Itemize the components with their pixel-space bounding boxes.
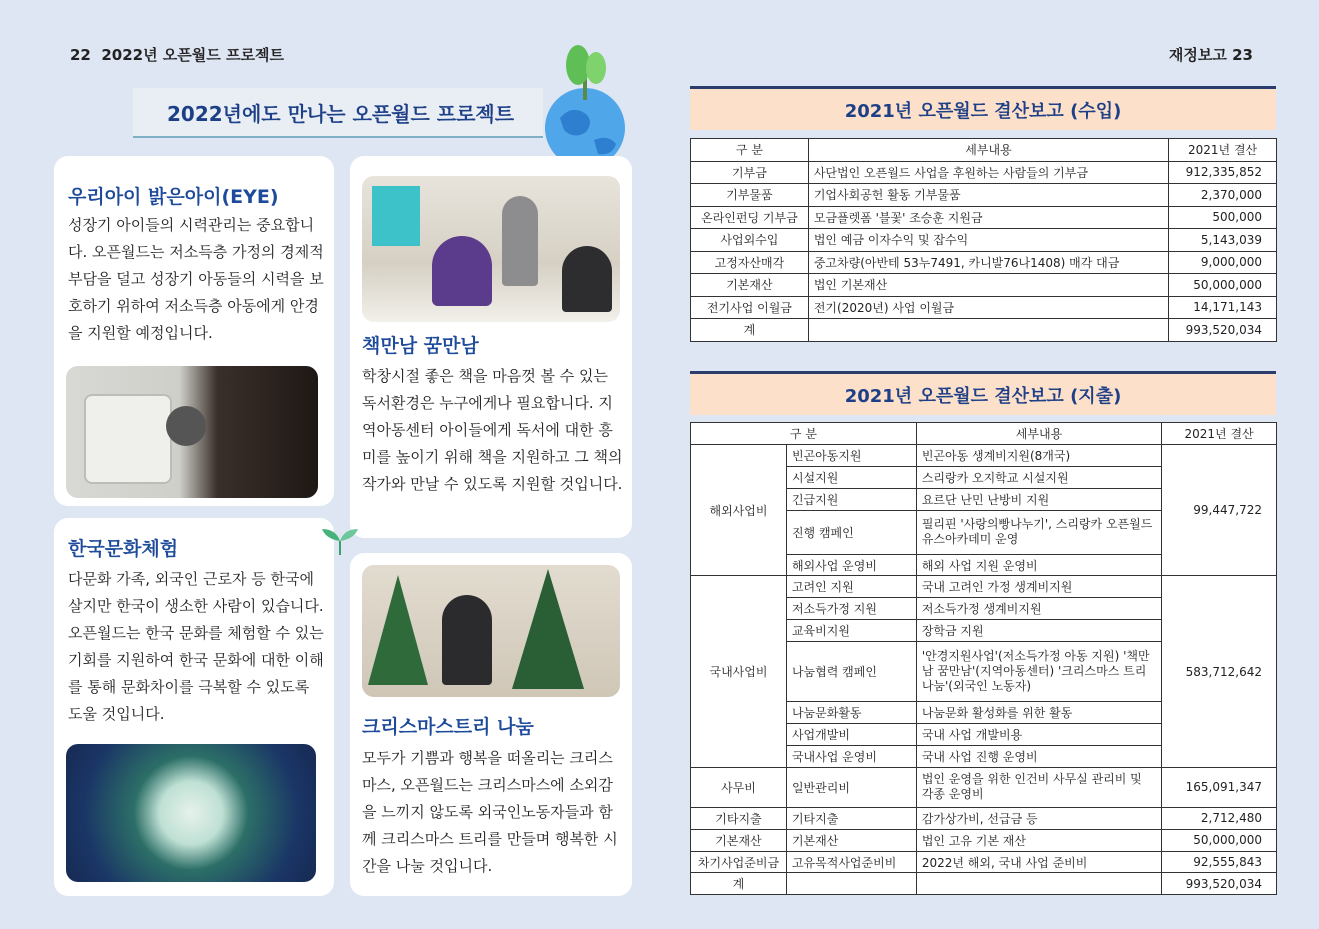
expense-subcategory: 고려인 지원 xyxy=(786,576,916,598)
income-category: 기본재산 xyxy=(691,274,809,297)
expense-amount: 2,712,480 xyxy=(1162,807,1277,829)
income-table-title: 2021년 오픈월드 결산보고 (수입) xyxy=(690,86,1276,130)
card-eye-text: 성장기 아이들의 시력관리는 중요합니다. 오픈월드는 저소득층 가정의 경제적 부담을 덜고 성장기 아동들의 시력을 보호하기 위하여 저소득층 아동에게 안경을 지원할 예정입니다. xyxy=(68,216,324,342)
expense-office-total: 165,091,347 xyxy=(1162,767,1277,807)
expense-empty-cell xyxy=(786,873,916,895)
card-book-text: 학창시절 좋은 책을 마음껏 볼 수 있는 독서환경은 누구에게나 필요합니다. 지역아동센터 아이들에게 독서에 대한 흥미를 높이기 위해 책을 지원하고 그 책의 작가와 만날 수 있도록 지원할 것입니다. xyxy=(362,367,623,493)
table-row xyxy=(691,229,1277,252)
expense-detail: 국내 고려인 가정 생계비지원 xyxy=(916,576,1161,598)
income-detail: 법인 예금 이자수익 및 잡수익 xyxy=(808,229,1168,252)
table-row xyxy=(691,161,1277,184)
expense-group-office: 사무비 xyxy=(691,767,787,807)
card-eye xyxy=(54,156,334,506)
card-xmas-title: 크리스마스트리 나눔 xyxy=(362,716,534,738)
expense-subcategory: 기본재산 xyxy=(786,829,916,851)
income-detail: 법인 기본재산 xyxy=(808,274,1168,297)
income-header-amount: 2021년 결산 xyxy=(1169,139,1277,162)
card-book xyxy=(350,156,632,538)
expense-group: 차기사업준비금 xyxy=(691,851,787,873)
expense-header-row xyxy=(691,423,1277,445)
expense-group-overseas: 해외사업비 xyxy=(691,444,787,576)
expense-detail: 장학금 지원 xyxy=(916,620,1161,642)
expense-subcategory: 나눔문화활동 xyxy=(786,702,916,724)
expense-detail: 빈곤아동 생계비지원(8개국) xyxy=(916,444,1161,466)
income-amount: 50,000,000 xyxy=(1169,274,1277,297)
expense-detail: '안경지원사업'(저소득가정 아동 지원) '책만남 꿈만남'(지역아동센터) '크리스마스 트리나눔'(외국인 노동자) xyxy=(916,642,1161,702)
expense-detail: 요르단 난민 난방비 지원 xyxy=(916,488,1161,510)
expense-detail: 법인 고유 기본 재산 xyxy=(916,829,1161,851)
expense-subcategory: 빈곤아동지원 xyxy=(786,444,916,466)
table-row xyxy=(691,206,1277,229)
expense-subcategory: 시설지원 xyxy=(786,466,916,488)
sprout-icon xyxy=(318,527,362,557)
expense-subcategory: 고유목적사업준비비 xyxy=(786,851,916,873)
expense-domestic-total: 583,712,642 xyxy=(1162,576,1277,767)
income-table xyxy=(690,138,1277,342)
table-row xyxy=(691,444,1277,466)
expense-overseas-total: 99,447,722 xyxy=(1162,444,1277,576)
eye-exam-photo xyxy=(66,366,318,498)
expense-detail: 국내 사업 개발비용 xyxy=(916,724,1161,746)
bojagi-photo xyxy=(66,744,316,882)
expense-subcategory: 교육비지원 xyxy=(786,620,916,642)
page-title-left: 2022년 오픈월드 프로젝트 xyxy=(101,46,284,64)
table-row xyxy=(691,296,1277,319)
income-amount: 9,000,000 xyxy=(1169,251,1277,274)
xmas-tree-photo xyxy=(362,565,620,697)
table-row xyxy=(691,251,1277,274)
card-xmas-text: 모두가 기쁨과 행복을 떠올리는 크리스마스, 오픈월드는 크리스마스에 소외감을 느끼지 않도록 외국인노동자들과 함께 크리스마스 트리를 만들며 행복한 시간을 나눌 것입니다. xyxy=(362,749,618,875)
expense-detail: 필리핀 '사랑의빵나누기', 스리랑카 오픈월드 유스아카데미 운영 xyxy=(916,510,1161,554)
expense-group: 기타지출 xyxy=(691,807,787,829)
page-number-left: 22 xyxy=(70,46,91,64)
table-row xyxy=(691,576,1277,598)
section-banner-title: 2022년에도 만나는 오픈월드 프로젝트 xyxy=(167,101,515,126)
expense-total-label: 계 xyxy=(691,873,787,895)
card-xmas xyxy=(350,553,632,896)
table-row xyxy=(691,807,1277,829)
expense-table-title: 2021년 오픈월드 결산보고 (지출) xyxy=(690,371,1276,415)
income-category: 온라인펀딩 기부금 xyxy=(691,206,809,229)
expense-detail: 2022년 해외, 국내 사업 준비비 xyxy=(916,851,1161,873)
expense-detail: 스리랑카 오지학교 시설지원 xyxy=(916,466,1161,488)
expense-group: 기본재산 xyxy=(691,829,787,851)
expense-subcategory: 진행 캠페인 xyxy=(786,510,916,554)
expense-subcategory: 해외사업 운영비 xyxy=(786,554,916,576)
page-header-left xyxy=(70,44,284,65)
expense-detail: 나눔문화 활성화를 위한 활동 xyxy=(916,702,1161,724)
expense-subcategory: 저소득가정 지원 xyxy=(786,598,916,620)
expense-total-row xyxy=(691,873,1277,895)
page-header-right xyxy=(1169,44,1253,65)
expense-subcategory: 일반관리비 xyxy=(786,767,916,807)
card-korea-text: 다문화 가족, 외국인 근로자 등 한국에 살지만 한국이 생소한 사람이 있습니다. 오픈월드는 한국 문화를 체험할 수 있는 기회를 지원하여 한국 문화에 대한 이해를 통해 문화차이를 극복할 수 있도록 도울 것입니다. xyxy=(68,570,324,723)
expense-group-domestic: 국내사업비 xyxy=(691,576,787,767)
expense-amount: 50,000,000 xyxy=(1162,829,1277,851)
expense-table xyxy=(690,422,1277,895)
table-row xyxy=(691,274,1277,297)
income-category: 계 xyxy=(691,319,809,342)
income-detail: 기업사회공헌 활동 기부물품 xyxy=(808,184,1168,207)
expense-subcategory: 나눔협력 캠페인 xyxy=(786,642,916,702)
card-eye-title: 우리아이 밝은아이(EYE) xyxy=(68,186,279,208)
income-detail: 중고차량(아반테 53누7491, 카니발76나1408) 매각 대금 xyxy=(808,251,1168,274)
expense-subcategory: 기타지출 xyxy=(786,807,916,829)
expense-detail: 저소득가정 생계비지원 xyxy=(916,598,1161,620)
page-number-right: 23 xyxy=(1232,46,1253,64)
income-category: 기부물품 xyxy=(691,184,809,207)
income-amount: 5,143,039 xyxy=(1169,229,1277,252)
card-korea-title: 한국문화체험 xyxy=(68,538,179,560)
expense-header-amount: 2021년 결산 xyxy=(1162,423,1277,445)
income-category: 기부금 xyxy=(691,161,809,184)
expense-detail: 감가상가비, 선급금 등 xyxy=(916,807,1161,829)
income-detail: 사단법인 오픈월드 사업을 후원하는 사람들의 기부금 xyxy=(808,161,1168,184)
income-detail: 모금플렛폼 '블꽃' 조승훈 지원금 xyxy=(808,206,1168,229)
table-row xyxy=(691,829,1277,851)
page-title-right: 재정보고 xyxy=(1168,46,1227,64)
income-detail xyxy=(808,319,1168,342)
expense-empty-cell xyxy=(916,873,1161,895)
income-amount: 2,370,000 xyxy=(1169,184,1277,207)
income-category: 사업외수입 xyxy=(691,229,809,252)
expense-detail: 해외 사업 지원 운영비 xyxy=(916,554,1161,576)
section-banner xyxy=(133,88,543,138)
income-total-row xyxy=(691,319,1277,342)
expense-detail: 국내 사업 진행 운영비 xyxy=(916,745,1161,767)
income-detail: 전기(2020년) 사업 이월금 xyxy=(808,296,1168,319)
table-row xyxy=(691,184,1277,207)
income-amount: 993,520,034 xyxy=(1169,319,1277,342)
globe-tree-icon xyxy=(530,40,640,170)
card-book-title: 책만남 꿈만남 xyxy=(362,335,479,357)
income-amount: 14,171,143 xyxy=(1169,296,1277,319)
table-row xyxy=(691,767,1277,807)
income-amount: 500,000 xyxy=(1169,206,1277,229)
income-category: 전기사업 이월금 xyxy=(691,296,809,319)
card-korea xyxy=(54,518,334,896)
expense-total: 993,520,034 xyxy=(1162,873,1277,895)
expense-header-category: 구 분 xyxy=(691,423,917,445)
expense-header-detail: 세부내용 xyxy=(916,423,1161,445)
expense-subcategory: 국내사업 운영비 xyxy=(786,745,916,767)
expense-amount: 92,555,843 xyxy=(1162,851,1277,873)
income-header-detail: 세부내용 xyxy=(808,139,1168,162)
expense-subcategory: 긴급지원 xyxy=(786,488,916,510)
income-header-category: 구 분 xyxy=(691,139,809,162)
table-row xyxy=(691,851,1277,873)
income-category: 고정자산매각 xyxy=(691,251,809,274)
income-amount: 912,335,852 xyxy=(1169,161,1277,184)
income-header-row xyxy=(691,139,1277,162)
expense-subcategory: 사업개발비 xyxy=(786,724,916,746)
book-photo xyxy=(362,176,620,322)
expense-detail: 법인 운영을 위한 인건비 사무실 관리비 및 각종 운영비 xyxy=(916,767,1161,807)
